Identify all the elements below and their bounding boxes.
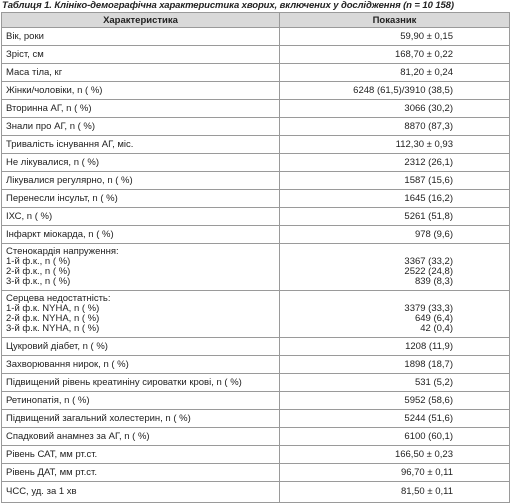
value-text: 1645 (16,2) <box>404 192 453 204</box>
value-text: 6248 (61,5)/3910 (38,5) <box>353 84 453 96</box>
characteristic-label: 2-й ф.к. NYHA, n ( %) <box>6 313 100 324</box>
value-text: 3066 (30,2) <box>404 102 453 114</box>
value-text: 112,30 ± 0,93 <box>395 138 453 150</box>
value-cell <box>280 154 510 172</box>
characteristic-cell <box>2 190 280 208</box>
characteristic-cell <box>2 64 280 82</box>
characteristic-label: Вік, роки <box>6 30 44 42</box>
characteristic-cell <box>2 374 280 392</box>
value-cell <box>280 482 510 503</box>
characteristic-cell <box>2 136 280 154</box>
characteristic-cell <box>2 46 280 64</box>
table-row <box>2 118 510 136</box>
value-text: 81,20 ± 0,24 <box>400 66 453 78</box>
characteristic-cell <box>2 291 280 338</box>
table-row <box>2 82 510 100</box>
table-row <box>2 291 510 338</box>
value-cell <box>280 64 510 82</box>
value-cell <box>280 226 510 244</box>
table-row <box>2 208 510 226</box>
value-cell <box>280 208 510 226</box>
characteristic-cell <box>2 172 280 190</box>
characteristic-label: Знали про АГ, n ( %) <box>6 120 96 132</box>
table-row <box>2 464 510 482</box>
table-row <box>2 338 510 356</box>
table-row <box>2 46 510 64</box>
value-text: 978 (9,6) <box>414 228 453 240</box>
value-text: 3379 (33,3) <box>404 303 453 314</box>
characteristic-label: Стенокардія напруження: <box>6 246 119 257</box>
characteristic-cell <box>2 154 280 172</box>
value-text: 5952 (58,6) <box>404 394 453 406</box>
characteristic-label: Перенесли інсульт, n ( %) <box>6 192 118 204</box>
table-row <box>2 136 510 154</box>
value-text: 96,70 ± 0,11 <box>400 466 453 478</box>
characteristic-label: Не лікувалися, n ( %) <box>6 156 100 168</box>
characteristic-cell <box>2 482 280 503</box>
value-cell <box>280 28 510 46</box>
characteristic-cell <box>2 464 280 482</box>
value-text: 1898 (18,7) <box>404 358 453 370</box>
characteristic-label: Жінки/чоловіки, n ( %) <box>6 84 103 96</box>
value-text: 5261 (51,8) <box>404 210 453 222</box>
characteristic-label: Підвищений загальний холестерин, n ( %) <box>6 412 191 424</box>
characteristic-label: Підвищений рівень креатиніну сироватки крові, n ( %) <box>6 376 242 388</box>
value-text: 839 (8,3) <box>414 276 453 287</box>
value-text: 649 (6,4) <box>414 313 453 324</box>
table-caption: Таблиця 1. Клініко-демографічна характеристика хворих, включених у дослідження (n = 10 158) <box>2 0 454 11</box>
value-text: 6100 (60,1) <box>404 430 453 442</box>
table-row <box>2 482 510 503</box>
table-row <box>2 244 510 291</box>
table-row <box>2 392 510 410</box>
characteristic-label: 1-й ф.к. NYHA, n ( %) <box>6 303 100 314</box>
characteristic-cell <box>2 428 280 446</box>
characteristic-cell <box>2 446 280 464</box>
characteristic-label: Зріст, см <box>6 48 44 60</box>
column-header-characteristic: Характеристика <box>2 13 280 28</box>
value-text: 2522 (24,8) <box>404 266 453 277</box>
characteristic-cell <box>2 338 280 356</box>
table-row <box>2 100 510 118</box>
value-text: 1587 (15,6) <box>404 174 453 186</box>
characteristic-cell <box>2 118 280 136</box>
table-row <box>2 374 510 392</box>
table-row <box>2 428 510 446</box>
characteristic-cell <box>2 226 280 244</box>
value-cell <box>280 118 510 136</box>
value-cell <box>280 46 510 64</box>
value-text: 42 (0,4) <box>420 323 453 334</box>
value-cell <box>280 100 510 118</box>
characteristic-cell <box>2 356 280 374</box>
characteristic-label: 3-й ф.к. NYHA, n ( %) <box>6 323 100 334</box>
table-row <box>2 446 510 464</box>
characteristic-label: Цукровий діабет, n ( %) <box>6 340 108 352</box>
characteristic-label: Вторинна АГ, n ( %) <box>6 102 92 114</box>
value-cell <box>280 82 510 100</box>
table-row <box>2 64 510 82</box>
characteristic-cell <box>2 82 280 100</box>
column-header-value: Показник <box>280 13 510 28</box>
value-cell <box>280 392 510 410</box>
value-cell <box>280 244 510 291</box>
table-row <box>2 226 510 244</box>
characteristic-cell <box>2 244 280 291</box>
value-text: 8870 (87,3) <box>404 120 453 132</box>
value-text: 168,70 ± 0,22 <box>394 48 453 60</box>
characteristic-label: Серцева недостатність: <box>6 293 111 304</box>
characteristic-label: 2-й ф.к., n ( %) <box>6 266 71 277</box>
characteristic-label: 1-й ф.к., n ( %) <box>6 256 71 267</box>
characteristic-label: ІХС, n ( %) <box>6 210 53 222</box>
table-row <box>2 28 510 46</box>
characteristic-cell <box>2 28 280 46</box>
characteristic-label: ЧСС, уд. за 1 хв <box>6 486 77 497</box>
characteristic-cell <box>2 392 280 410</box>
characteristic-label: Інфаркт міокарда, n ( %) <box>6 228 114 240</box>
characteristic-label: Ретинопатія, n ( %) <box>6 394 90 406</box>
characteristic-cell <box>2 208 280 226</box>
table-row <box>2 190 510 208</box>
value-text: 531 (5,2) <box>414 376 453 388</box>
characteristic-label: Рівень ДАТ, мм рт.ст. <box>6 466 97 478</box>
characteristic-cell <box>2 100 280 118</box>
value-cell <box>280 172 510 190</box>
value-text: 59,90 ± 0,15 <box>400 30 453 42</box>
table-row <box>2 154 510 172</box>
characteristic-label: Тривалість існування АГ, міс. <box>6 138 134 150</box>
value-cell <box>280 338 510 356</box>
table-row <box>2 410 510 428</box>
value-cell <box>280 136 510 154</box>
value-text: 3367 (33,2) <box>404 256 453 267</box>
characteristic-label: Захворювання нирок, n ( %) <box>6 358 129 370</box>
characteristic-cell <box>2 410 280 428</box>
value-text: 5244 (51,6) <box>404 412 453 424</box>
value-cell <box>280 464 510 482</box>
value-cell <box>280 428 510 446</box>
characteristic-label: Маса тіла, кг <box>6 66 63 78</box>
value-cell <box>280 356 510 374</box>
characteristics-table <box>1 12 510 503</box>
value-cell <box>280 446 510 464</box>
characteristic-label: Рівень САТ, мм рт.ст. <box>6 448 98 460</box>
value-cell <box>280 410 510 428</box>
table-row <box>2 356 510 374</box>
value-cell <box>280 190 510 208</box>
table-body <box>2 28 510 503</box>
value-text: 2312 (26,1) <box>404 156 453 168</box>
value-text: 81,50 ± 0,11 <box>400 486 453 497</box>
characteristic-label: 3-й ф.к., n ( %) <box>6 276 71 287</box>
characteristic-label: Лікувалися регулярно, n ( %) <box>6 174 133 186</box>
value-text: 166,50 ± 0,23 <box>394 448 453 460</box>
value-cell <box>280 291 510 338</box>
table-header-row <box>2 13 510 28</box>
table-row <box>2 172 510 190</box>
value-text: 1208 (11,9) <box>405 340 453 352</box>
value-cell <box>280 374 510 392</box>
characteristic-label: Спадковий анамнез за АГ, n ( %) <box>6 430 150 442</box>
